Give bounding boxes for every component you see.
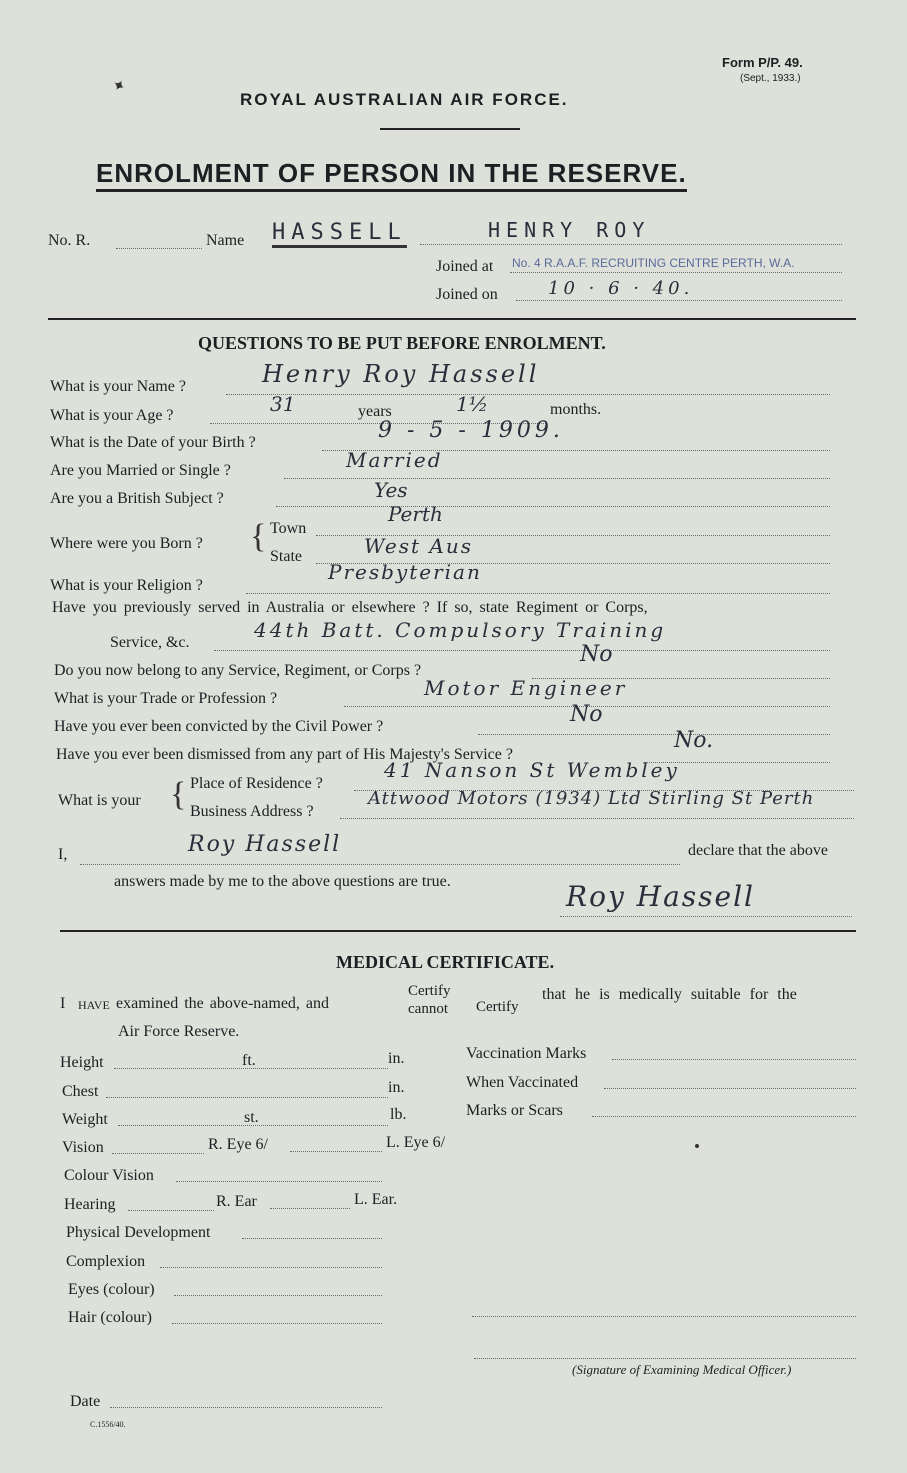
trade-answer: Motor Engineer xyxy=(424,676,628,700)
when-vaccinated-label: When Vaccinated xyxy=(466,1074,579,1091)
dob-answer: 9 - 5 - 1909. xyxy=(378,418,564,443)
medical-line1-c: examined the above-named, and xyxy=(116,995,330,1012)
medical-officer-signature-line xyxy=(474,1358,856,1359)
joined-on-label: Joined on xyxy=(436,286,498,303)
answers-text: answers made by me to the above questions are true. xyxy=(114,873,451,890)
years-label: years xyxy=(358,403,392,420)
name-label: Name xyxy=(206,232,245,249)
name-answer: Henry Roy Hassell xyxy=(262,360,540,388)
declaration-i-label: I, xyxy=(58,846,68,863)
physical-label: Physical Development xyxy=(66,1224,211,1241)
vision-label: Vision xyxy=(62,1139,104,1156)
form-date: (Sept., 1933.) xyxy=(740,73,801,84)
born-brace: { xyxy=(250,518,267,555)
section-divider xyxy=(48,318,856,320)
state-label: State xyxy=(270,548,302,565)
signature-line xyxy=(560,916,852,917)
l-ear-label: L. Ear. xyxy=(354,1191,398,1208)
age-question: What is your Age ? xyxy=(50,407,174,424)
name-field xyxy=(420,244,842,245)
form-code: Form P/P. 49. xyxy=(722,55,803,70)
medical-line1-b: HAVE xyxy=(78,998,110,1012)
date-label: Date xyxy=(70,1393,101,1410)
declaration-name-line xyxy=(80,864,680,865)
religion-line xyxy=(246,593,830,594)
married-line xyxy=(284,478,830,479)
convicted-answer: No xyxy=(570,702,603,727)
l-eye-label: L. Eye 6/ xyxy=(386,1134,446,1151)
residence-label: Place of Residence ? xyxy=(190,775,323,792)
address-brace: { xyxy=(170,776,187,813)
certify-bottom: cannot xyxy=(408,1001,448,1017)
eyes-label: Eyes (colour) xyxy=(68,1281,155,1298)
given-names-value: HENRY ROY xyxy=(488,218,651,242)
section-divider-2 xyxy=(60,930,856,932)
convicted-line xyxy=(478,734,830,735)
in-label-2: in. xyxy=(388,1079,405,1096)
pin-hole-icon: ✦ xyxy=(108,75,129,98)
certify-right: Certify xyxy=(476,999,519,1015)
age-months-value: 1½ xyxy=(456,392,489,416)
no-field xyxy=(116,248,202,249)
name-question: What is your Name ? xyxy=(50,378,186,395)
when-vaccinated-line xyxy=(604,1088,856,1089)
medical-heading: MEDICAL CERTIFICATE. xyxy=(336,952,555,972)
height-label: Height xyxy=(60,1054,104,1071)
marks-scars-label: Marks or Scars xyxy=(466,1102,563,1119)
dob-question: What is the Date of your Birth ? xyxy=(50,434,256,451)
medical-line1-d: that he is medically suitable for the xyxy=(542,986,797,1003)
weight-label: Weight xyxy=(62,1111,108,1128)
declare-text: declare that the above xyxy=(688,842,828,859)
surname-value: HASSELL xyxy=(272,220,407,248)
married-question: Are you Married or Single ? xyxy=(50,462,231,479)
married-answer: Married xyxy=(346,448,443,472)
residence-answer: 41 Nanson St Wembley xyxy=(384,758,680,782)
ft-label: ft. xyxy=(242,1052,256,1069)
name-answer-line xyxy=(226,394,830,395)
business-line xyxy=(340,818,854,819)
dismissed-answer: No. xyxy=(674,728,714,753)
vaccination-marks-label: Vaccination Marks xyxy=(466,1045,587,1062)
convicted-question: Have you ever been convicted by the Civil Power ? xyxy=(54,718,384,735)
marks-scars-line xyxy=(592,1116,856,1117)
belong-answer: No xyxy=(580,642,613,667)
eyes-line xyxy=(174,1295,382,1296)
dismissed-question: Have you ever been dismissed from any part of His Majesty's Service ? xyxy=(56,746,513,763)
chest-line xyxy=(106,1097,388,1098)
british-line xyxy=(276,506,830,507)
belong-question: Do you now belong to any Service, Regiment, or Corps ? xyxy=(54,662,422,679)
what-is-your-label: What is your xyxy=(58,792,141,809)
joined-at-stamp: No. 4 R.A.A.F. RECRUITING CENTRE PERTH, W.A. xyxy=(512,256,795,270)
no-label: No. R. xyxy=(48,232,91,249)
colour-vision-line xyxy=(176,1181,382,1182)
certify-top: Certify xyxy=(408,983,451,999)
business-answer: Attwood Motors (1934) Ltd Stirling St Perth xyxy=(368,788,815,809)
joined-at-field xyxy=(510,272,842,273)
in-label-1: in. xyxy=(388,1050,405,1067)
st-label: st. xyxy=(244,1109,259,1126)
date-line xyxy=(110,1407,382,1408)
ink-dot xyxy=(695,1144,699,1148)
questions-heading: QUESTIONS TO BE PUT BEFORE ENROLMENT. xyxy=(198,333,606,353)
trade-question: What is your Trade or Profession ? xyxy=(54,690,278,707)
medical-line1-a: I xyxy=(60,995,66,1012)
joined-on-field xyxy=(516,300,842,301)
r-ear-line xyxy=(270,1208,350,1209)
r-ear-label: R. Ear xyxy=(216,1193,257,1210)
lb-label: lb. xyxy=(390,1106,407,1123)
british-question: Are you a British Subject ? xyxy=(50,490,224,507)
r-eye-line xyxy=(290,1151,382,1152)
hearing-line xyxy=(128,1210,214,1211)
service-line xyxy=(214,650,830,651)
age-years-value: 31 xyxy=(270,392,296,416)
service-answer: 44th Batt. Compulsory Training xyxy=(254,618,667,642)
medical-line2: Air Force Reserve. xyxy=(118,1023,240,1040)
complexion-line xyxy=(160,1267,382,1268)
hair-line xyxy=(172,1323,382,1324)
religion-answer: Presbyterian xyxy=(328,560,482,584)
print-code: C.1556/40. xyxy=(90,1420,126,1429)
joined-on-value: 10 · 6 · 40. xyxy=(548,278,694,299)
town-label: Town xyxy=(270,520,307,537)
british-answer: Yes xyxy=(374,478,408,502)
complexion-label: Complexion xyxy=(66,1253,146,1270)
r-eye-label: R. Eye 6/ xyxy=(208,1136,268,1153)
joined-at-label: Joined at xyxy=(436,258,494,275)
service-label: Service, &c. xyxy=(110,634,190,651)
town-answer: Perth xyxy=(388,502,443,526)
chest-label: Chest xyxy=(62,1083,99,1100)
colour-vision-label: Colour Vision xyxy=(64,1167,154,1184)
extra-line-1 xyxy=(472,1316,856,1317)
born-question: Where were you Born ? xyxy=(50,535,203,552)
served-question: Have you previously served in Australia or elsewhere ? If so, state Regiment or Corps, xyxy=(52,599,648,616)
vision-line xyxy=(112,1153,204,1154)
business-label: Business Address ? xyxy=(190,803,314,820)
applicant-signature: Roy Hassell xyxy=(566,880,755,913)
signature-caption: (Signature of Examining Medical Officer.) xyxy=(572,1362,792,1377)
org-title: ROYAL AUSTRALIAN AIR FORCE. xyxy=(240,90,569,109)
divider xyxy=(380,128,520,130)
months-label: months. xyxy=(550,401,602,418)
state-answer: West Aus xyxy=(364,534,474,558)
hearing-label: Hearing xyxy=(64,1196,116,1213)
physical-line xyxy=(242,1238,382,1239)
vaccination-marks-line xyxy=(612,1059,856,1060)
page-title: ENROLMENT OF PERSON IN THE RESERVE. xyxy=(96,158,687,192)
religion-question: What is your Religion ? xyxy=(50,577,203,594)
declaration-name: Roy Hassell xyxy=(188,832,342,857)
hair-label: Hair (colour) xyxy=(68,1309,152,1326)
